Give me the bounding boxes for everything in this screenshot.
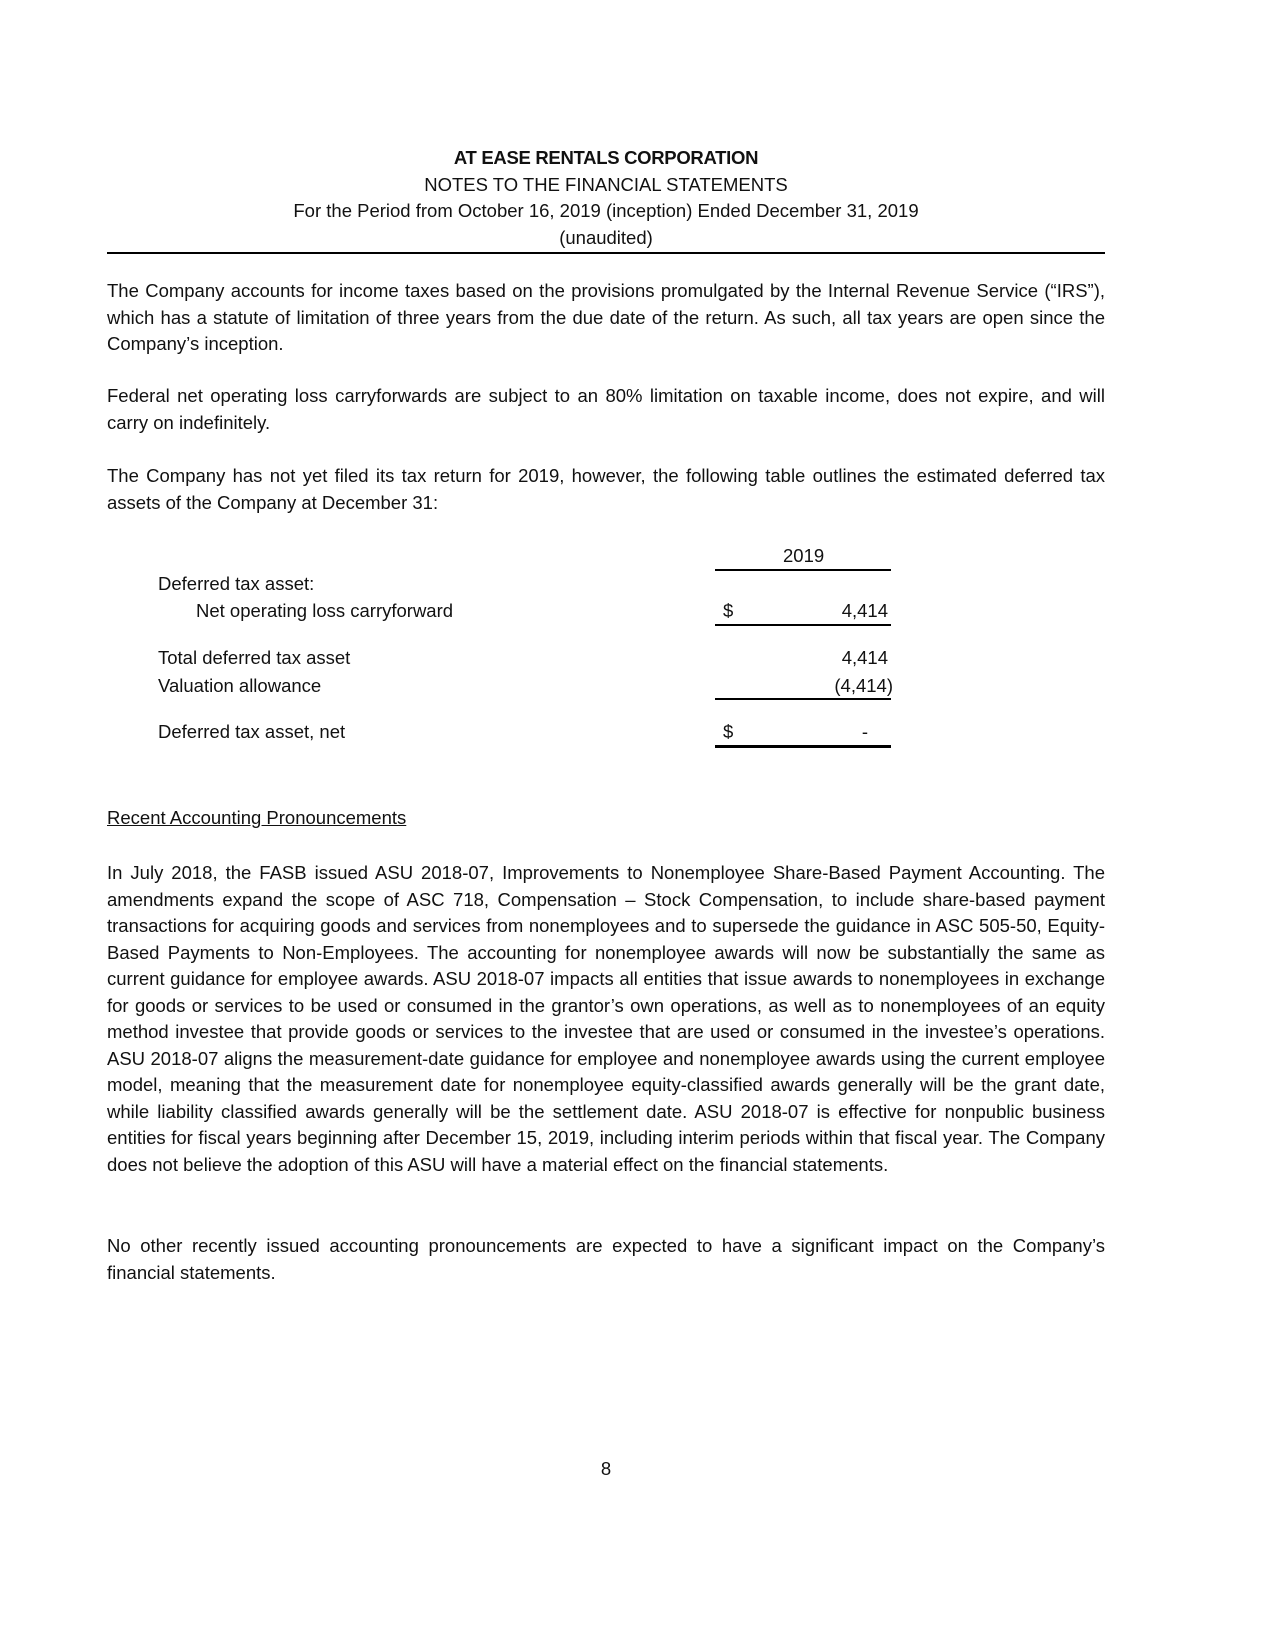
table-row <box>158 600 898 626</box>
rule <box>715 624 891 626</box>
paragraph-nol: Federal net operating loss carryforwards are subject to an 80% limitation on taxable income, does not expire, and will carry on indefinitely. <box>107 385 1105 433</box>
paragraph-income-taxes: The Company accounts for income taxes based on the provisions promulgated by the Internal Revenue Service (“IRS”), which has a statute of limitation of three years from the due date of the return. As such, all tax years are open since the Company’s inception. <box>107 280 1105 354</box>
column-header-year: 2019 <box>783 545 825 566</box>
row-value: - <box>861 721 868 742</box>
document-header <box>107 145 1105 254</box>
table-row <box>158 647 898 673</box>
paragraph-asu: In July 2018, the FASB issued ASU 2018-07, Improvements to Nonemployee Share-Based Payment Accounting. The amendments expand the scope of ASC 718, Compensation – Stock Compensation, to include share-based payment transactions for acquiring goods and services from nonemployees and to supersede the guidance in ASC 505-50, Equity-Based Payments to Non-Employees. The accounting for nonemployee awards will now be substantially the same as current guidance for employee awards. ASU 2018-07 impacts all entities that issue awards to nonemployees in exchange for goods or services to be used or consumed in the grantor’s own operations, as well as to nonemployees of an equity method investee that provide goods or services to the investee that are used or consumed in the investee’s operations. ASU 2018-07 aligns the measurement-date guidance for employee and nonemployee awards using the current employee model, meaning that the measurement date for nonemployee equity-classified awards generally will be the grant date, while liability classified awards generally will be the settlement date. ASU 2018-07 is effective for nonpublic business entities for fiscal years beginning after December 15, 2019, including interim periods within that fiscal year. The Company does not believe the adoption of this ASU will have a material effect on the financial statements. <box>107 862 1105 1175</box>
table-row <box>158 721 898 747</box>
table-header <box>158 545 898 571</box>
row-label: Valuation allowance <box>158 675 322 696</box>
row-label: Total deferred tax asset <box>158 647 351 668</box>
document-title: NOTES TO THE FINANCIAL STATEMENTS <box>424 173 788 195</box>
row-value: 4,414 <box>841 600 888 621</box>
rule <box>715 569 891 571</box>
double-rule <box>715 745 891 748</box>
section-heading: Recent Accounting Pronouncements <box>107 807 407 828</box>
rule <box>715 698 891 700</box>
row-value: (4,414) <box>834 675 893 696</box>
currency-symbol: $ <box>723 721 734 742</box>
page-number: 8 <box>600 1458 612 1479</box>
row-label: Net operating loss carryforward <box>196 600 454 621</box>
row-label: Deferred tax asset: <box>158 573 315 594</box>
row-value: 4,414 <box>841 647 888 668</box>
company-name: AT EASE RENTALS CORPORATION <box>453 147 759 168</box>
currency-symbol: $ <box>723 600 734 621</box>
row-label: Deferred tax asset, net <box>158 721 346 742</box>
paragraph-table-intro: The Company has not yet filed its tax return for 2019, however, the following table outlines the estimated deferred tax assets of the Company at December 31: <box>107 465 1105 513</box>
paragraph-other-pronouncements: No other recently issued accounting pronouncements are expected to have a significant impact on the Company’s financial statements. <box>107 1235 1105 1283</box>
period: For the Period from October 16, 2019 (inception) Ended December 31, 2019 <box>293 200 919 221</box>
audit-status: (unaudited) <box>559 226 653 248</box>
table-row <box>158 573 898 599</box>
